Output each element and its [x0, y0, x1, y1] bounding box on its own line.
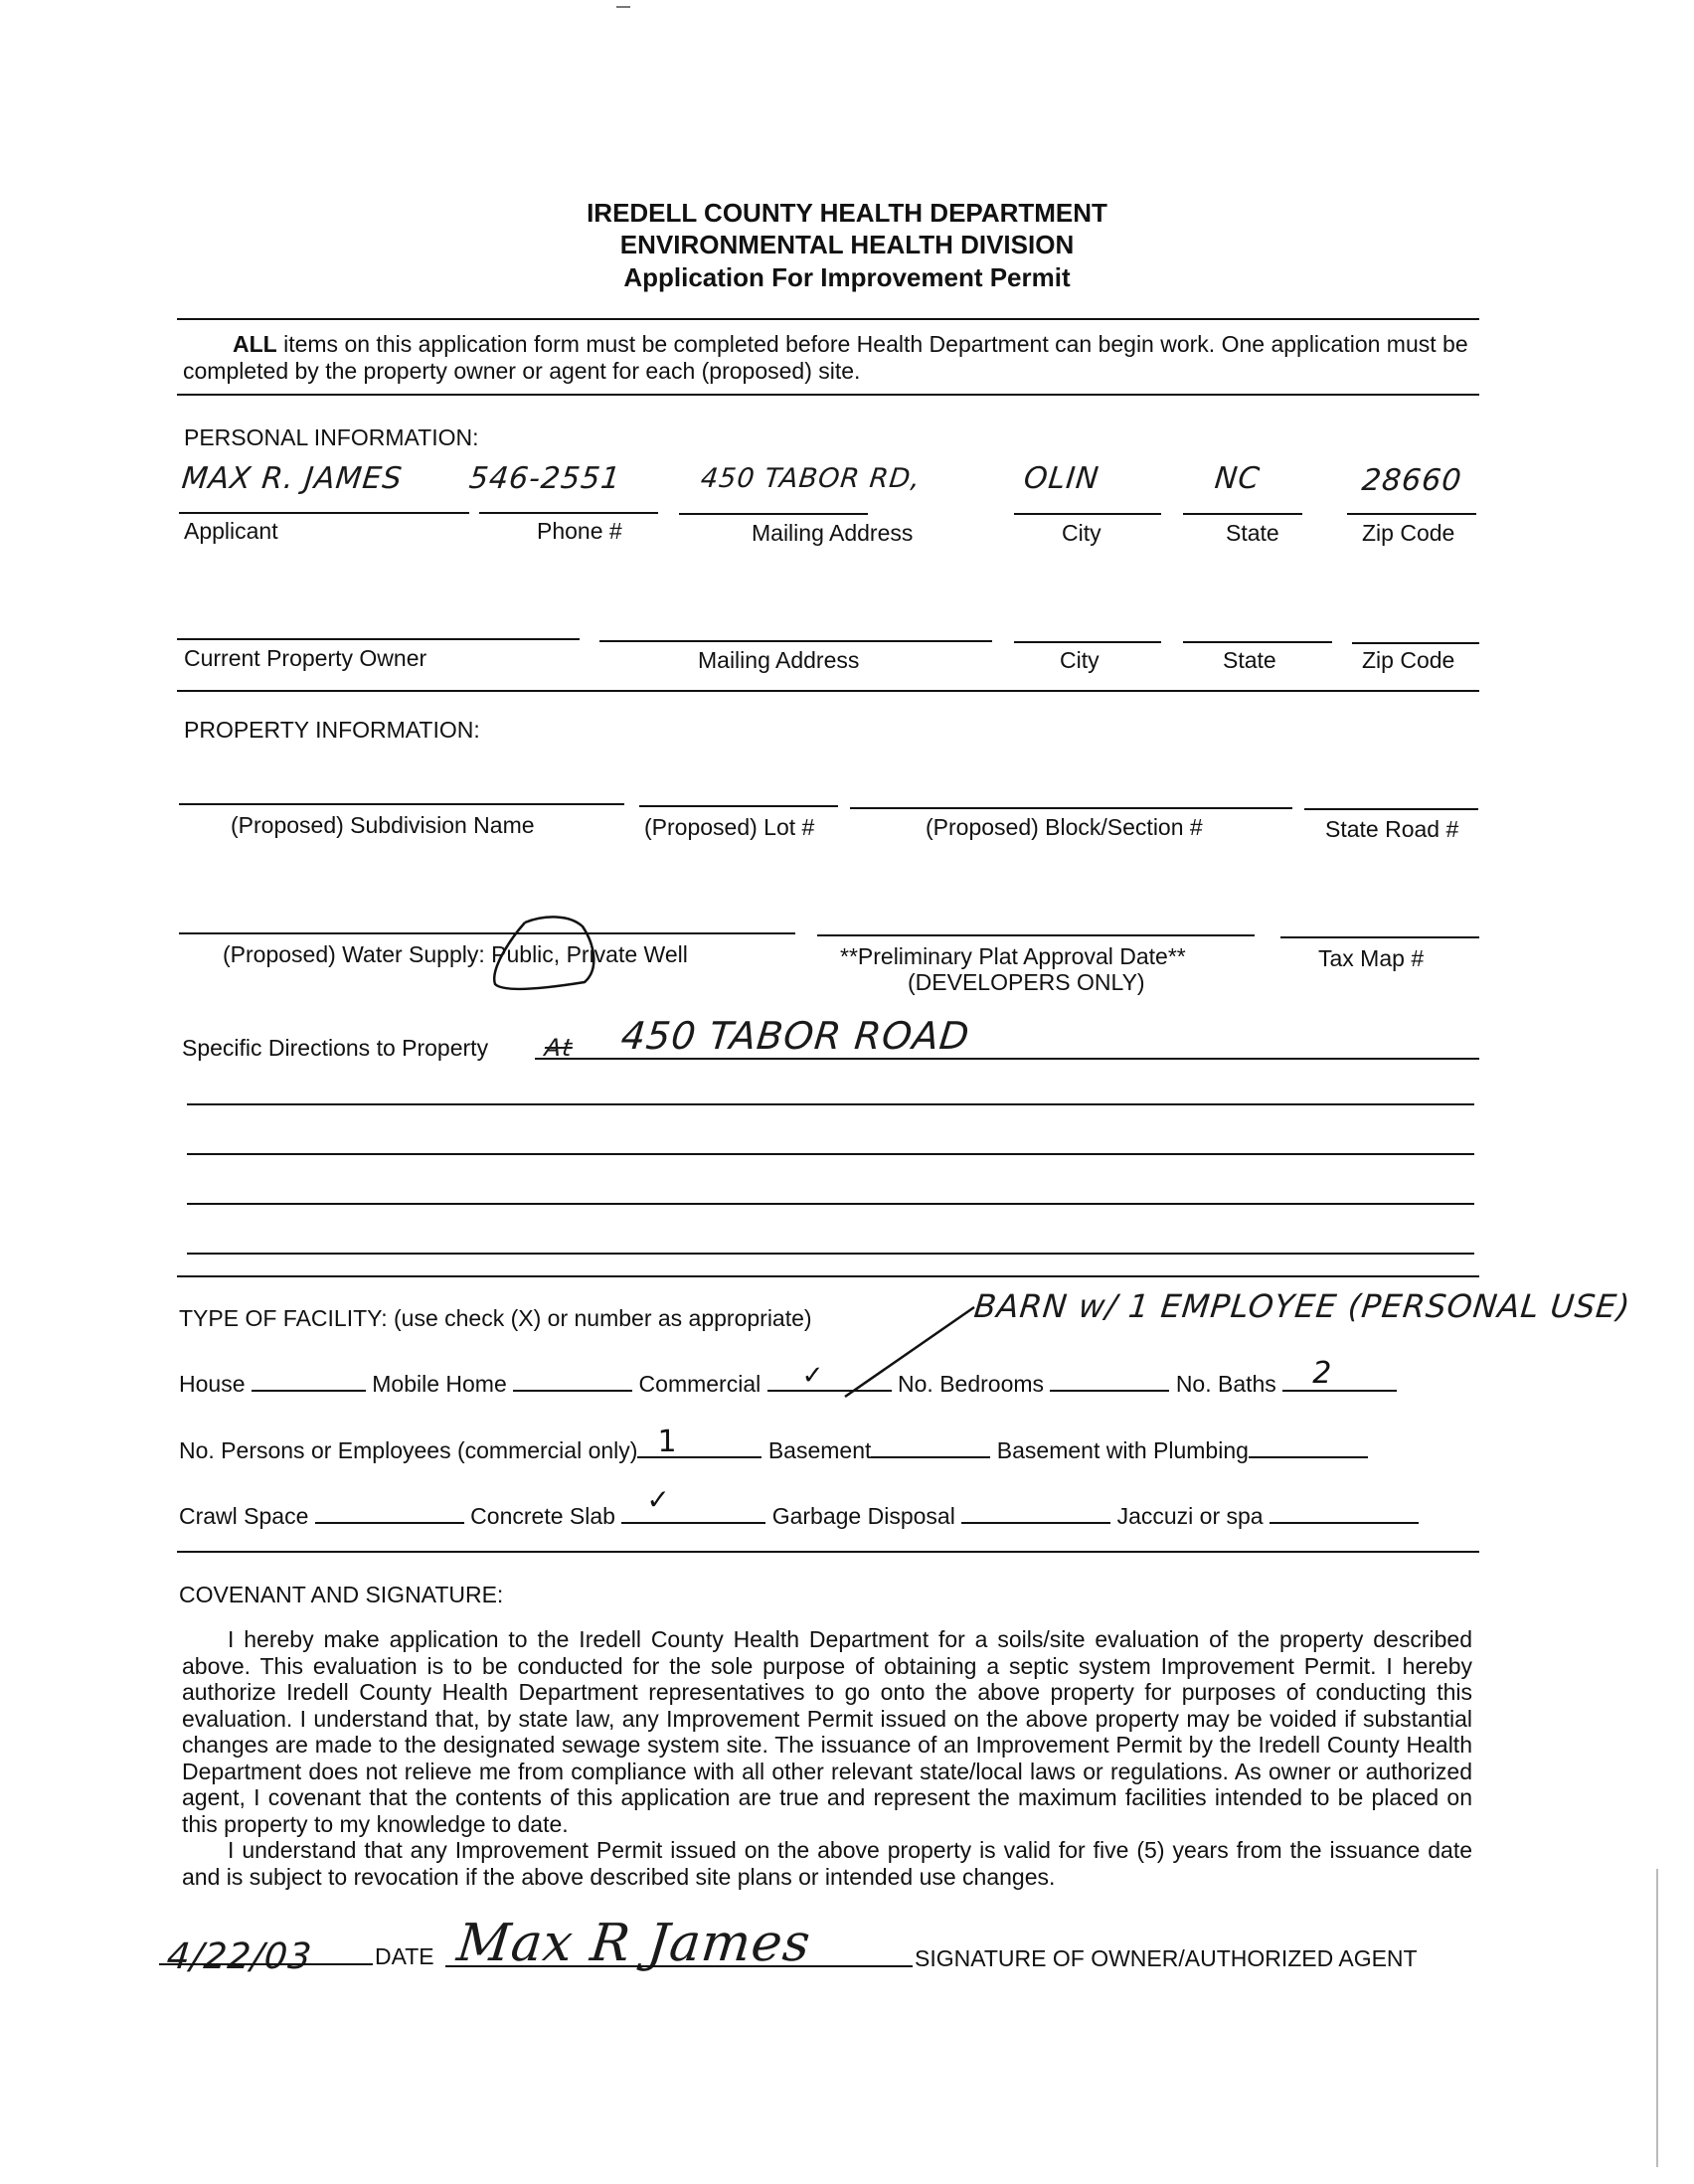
- persons-value: 1: [657, 1425, 677, 1459]
- owner-mailing-line[interactable]: [599, 640, 992, 642]
- subdivision-line[interactable]: [179, 803, 624, 805]
- state-road-line[interactable]: [1304, 808, 1478, 810]
- intro-body: items on this application form must be completed before Health Department can begin work. One application must be completed by the property owner or agent for each (proposed) site.: [183, 331, 1468, 384]
- house-field[interactable]: [252, 1370, 366, 1392]
- tax-map-line[interactable]: [1280, 936, 1479, 938]
- divider: [177, 318, 1479, 320]
- owner-city-line[interactable]: [1014, 641, 1161, 643]
- covenant-paragraph-1: I hereby make application to the Iredell County Health Department for a soils/site evaluation of the property described above. This evaluation is to be conducted for the sole purpose of obtaining a septic system Improvement Permit. I hereby authorize Iredell County Health Department representatives to go onto the above property for purposes of conducting this evaluation. I understand that, by state law, any Improvement Permit issued on the above property may be voided if substantial changes are made to the designated sewage system site. The issuance of an Improvement Permit by the Iredell County Health Department does not relieve me from compliance with all other relevant state/local laws or regulations. As owner or authorized agent, I covenant that the contents of this application are true and represent the maximum facilities intended to be placed on this property to my knowledge to date.: [182, 1626, 1472, 1837]
- applicant-value[interactable]: MAX R. JAMES: [180, 461, 405, 496]
- owner-city-label: City: [1060, 647, 1100, 673]
- mobile-home-label: Mobile Home: [372, 1371, 507, 1397]
- divider: [177, 1551, 1479, 1553]
- applicant-line: [179, 512, 469, 514]
- baths-field[interactable]: [1282, 1356, 1397, 1392]
- crawl-space-field[interactable]: [315, 1502, 464, 1524]
- state-road-label: State Road #: [1325, 816, 1459, 842]
- applicant-label: Applicant: [184, 518, 278, 544]
- city-label: City: [1062, 520, 1101, 546]
- divider: [177, 690, 1479, 692]
- mailing-address-value[interactable]: 450 TABOR RD,: [699, 463, 923, 494]
- concrete-slab-value: ✓: [646, 1483, 670, 1516]
- date-value[interactable]: 4/22/03: [164, 1936, 314, 1977]
- covenant-paragraph-2: I understand that any Improvement Permit issued on the above property is valid for five (5) years from the issuance date and is subject to revocation if the above described site plans or intended use changes.: [182, 1837, 1472, 1890]
- covenant-heading: COVENANT AND SIGNATURE:: [179, 1582, 504, 1607]
- lot-line[interactable]: [639, 805, 838, 807]
- directions-struck: At: [543, 1034, 575, 1062]
- phone-label: Phone #: [537, 518, 622, 544]
- persons-label: No. Persons or Employees (commercial only): [179, 1437, 638, 1463]
- directions-value[interactable]: 450 TABOR ROAD: [618, 1014, 972, 1058]
- facility-note[interactable]: BARN w/ 1 EMPLOYEE (PERSONAL USE): [972, 1287, 1633, 1325]
- owner-line[interactable]: [177, 638, 580, 640]
- house-label: House: [179, 1371, 246, 1397]
- divider: [177, 394, 1479, 396]
- directions-line-5[interactable]: [187, 1253, 1474, 1255]
- directions-line-4[interactable]: [187, 1203, 1474, 1205]
- commercial-label: Commercial: [638, 1371, 762, 1397]
- date-label: DATE: [375, 1943, 434, 1969]
- baths-label: No. Baths: [1175, 1371, 1276, 1397]
- signature-label: SIGNATURE OF OWNER/AUTHORIZED AGENT: [915, 1945, 1418, 1971]
- scan-edge: [1656, 1869, 1658, 2167]
- block-label: (Proposed) Block/Section #: [926, 814, 1203, 840]
- department-title: IREDELL COUNTY HEALTH DEPARTMENT: [587, 198, 1107, 228]
- bedrooms-label: No. Bedrooms: [898, 1371, 1045, 1397]
- basement-field[interactable]: [871, 1436, 990, 1458]
- covenant-text: [182, 1626, 1472, 1890]
- divider: [177, 1275, 1479, 1277]
- developers-only-label: (DEVELOPERS ONLY): [908, 969, 1145, 995]
- garbage-disposal-label: Garbage Disposal: [771, 1503, 955, 1529]
- intro-text: [183, 331, 1485, 385]
- concrete-slab-field[interactable]: [621, 1483, 765, 1524]
- crawl-space-label: Crawl Space: [179, 1503, 309, 1529]
- basement-plumbing-field[interactable]: [1249, 1436, 1368, 1458]
- city-line: [1014, 513, 1161, 515]
- owner-zip-label: Zip Code: [1362, 647, 1455, 673]
- mobile-home-field[interactable]: [513, 1370, 632, 1392]
- state-line: [1183, 513, 1302, 515]
- jacuzzi-field[interactable]: [1270, 1502, 1419, 1524]
- directions-line[interactable]: [535, 1058, 1479, 1060]
- signature-value[interactable]: Max R James: [453, 1914, 814, 1973]
- garbage-disposal-field[interactable]: [961, 1502, 1110, 1524]
- lot-label: (Proposed) Lot #: [644, 814, 815, 840]
- state-label: State: [1226, 520, 1279, 546]
- mailing-address-label: Mailing Address: [752, 520, 914, 546]
- subdivision-label: (Proposed) Subdivision Name: [231, 812, 535, 838]
- city-value[interactable]: OLIN: [1022, 461, 1101, 496]
- commercial-field[interactable]: [767, 1361, 892, 1392]
- date-line: [159, 1963, 373, 1965]
- phone-value[interactable]: 546-2551: [467, 461, 623, 496]
- owner-zip-line[interactable]: [1352, 642, 1479, 644]
- plat-date-line[interactable]: [817, 934, 1255, 936]
- division-title: ENVIRONMENTAL HEALTH DIVISION: [619, 230, 1075, 259]
- owner-label: Current Property Owner: [184, 645, 427, 671]
- tax-map-label: Tax Map #: [1318, 945, 1425, 971]
- facility-row-2: [179, 1425, 1368, 1464]
- owner-mailing-label: Mailing Address: [698, 647, 860, 673]
- directions-line-2[interactable]: [187, 1103, 1474, 1105]
- state-value[interactable]: NC: [1213, 461, 1263, 496]
- concrete-slab-label: Concrete Slab: [470, 1503, 615, 1529]
- facility-heading: TYPE OF FACILITY: (use check (X) or number as appropriate): [179, 1305, 812, 1331]
- owner-state-line[interactable]: [1183, 641, 1332, 643]
- baths-value: 2: [1312, 1356, 1332, 1391]
- signature-line: [445, 1965, 913, 1967]
- scan-mark: [616, 6, 630, 8]
- facility-row-3: [179, 1483, 1419, 1530]
- owner-state-label: State: [1223, 647, 1276, 673]
- directions-label: Specific Directions to Property: [182, 1035, 489, 1061]
- zip-label: Zip Code: [1362, 520, 1455, 546]
- water-supply-label: (Proposed) Water Supply: Public, Private Well: [223, 941, 688, 967]
- facility-row-1: [179, 1356, 1397, 1398]
- zip-line: [1347, 513, 1476, 515]
- basement-label: Basement: [767, 1437, 872, 1463]
- phone-line: [479, 512, 658, 514]
- form-title: Application For Improvement Permit: [623, 262, 1071, 292]
- water-supply-circle: [475, 915, 624, 994]
- zip-value[interactable]: 28660: [1360, 463, 1464, 498]
- persons-field[interactable]: [637, 1425, 762, 1459]
- basement-plumbing-label: Basement with Plumbing: [996, 1437, 1249, 1463]
- property-info-heading: PROPERTY INFORMATION:: [184, 717, 480, 743]
- intro-bold: ALL: [233, 331, 277, 357]
- block-line[interactable]: [850, 807, 1292, 809]
- commercial-value: ✓: [801, 1361, 824, 1391]
- mailing-line: [679, 513, 868, 515]
- jacuzzi-label: Jaccuzi or spa: [1116, 1503, 1264, 1529]
- plat-date-label: **Preliminary Plat Approval Date**: [840, 943, 1186, 969]
- bedrooms-field[interactable]: [1050, 1370, 1169, 1392]
- directions-line-3[interactable]: [187, 1153, 1474, 1155]
- personal-info-heading: PERSONAL INFORMATION:: [184, 424, 479, 450]
